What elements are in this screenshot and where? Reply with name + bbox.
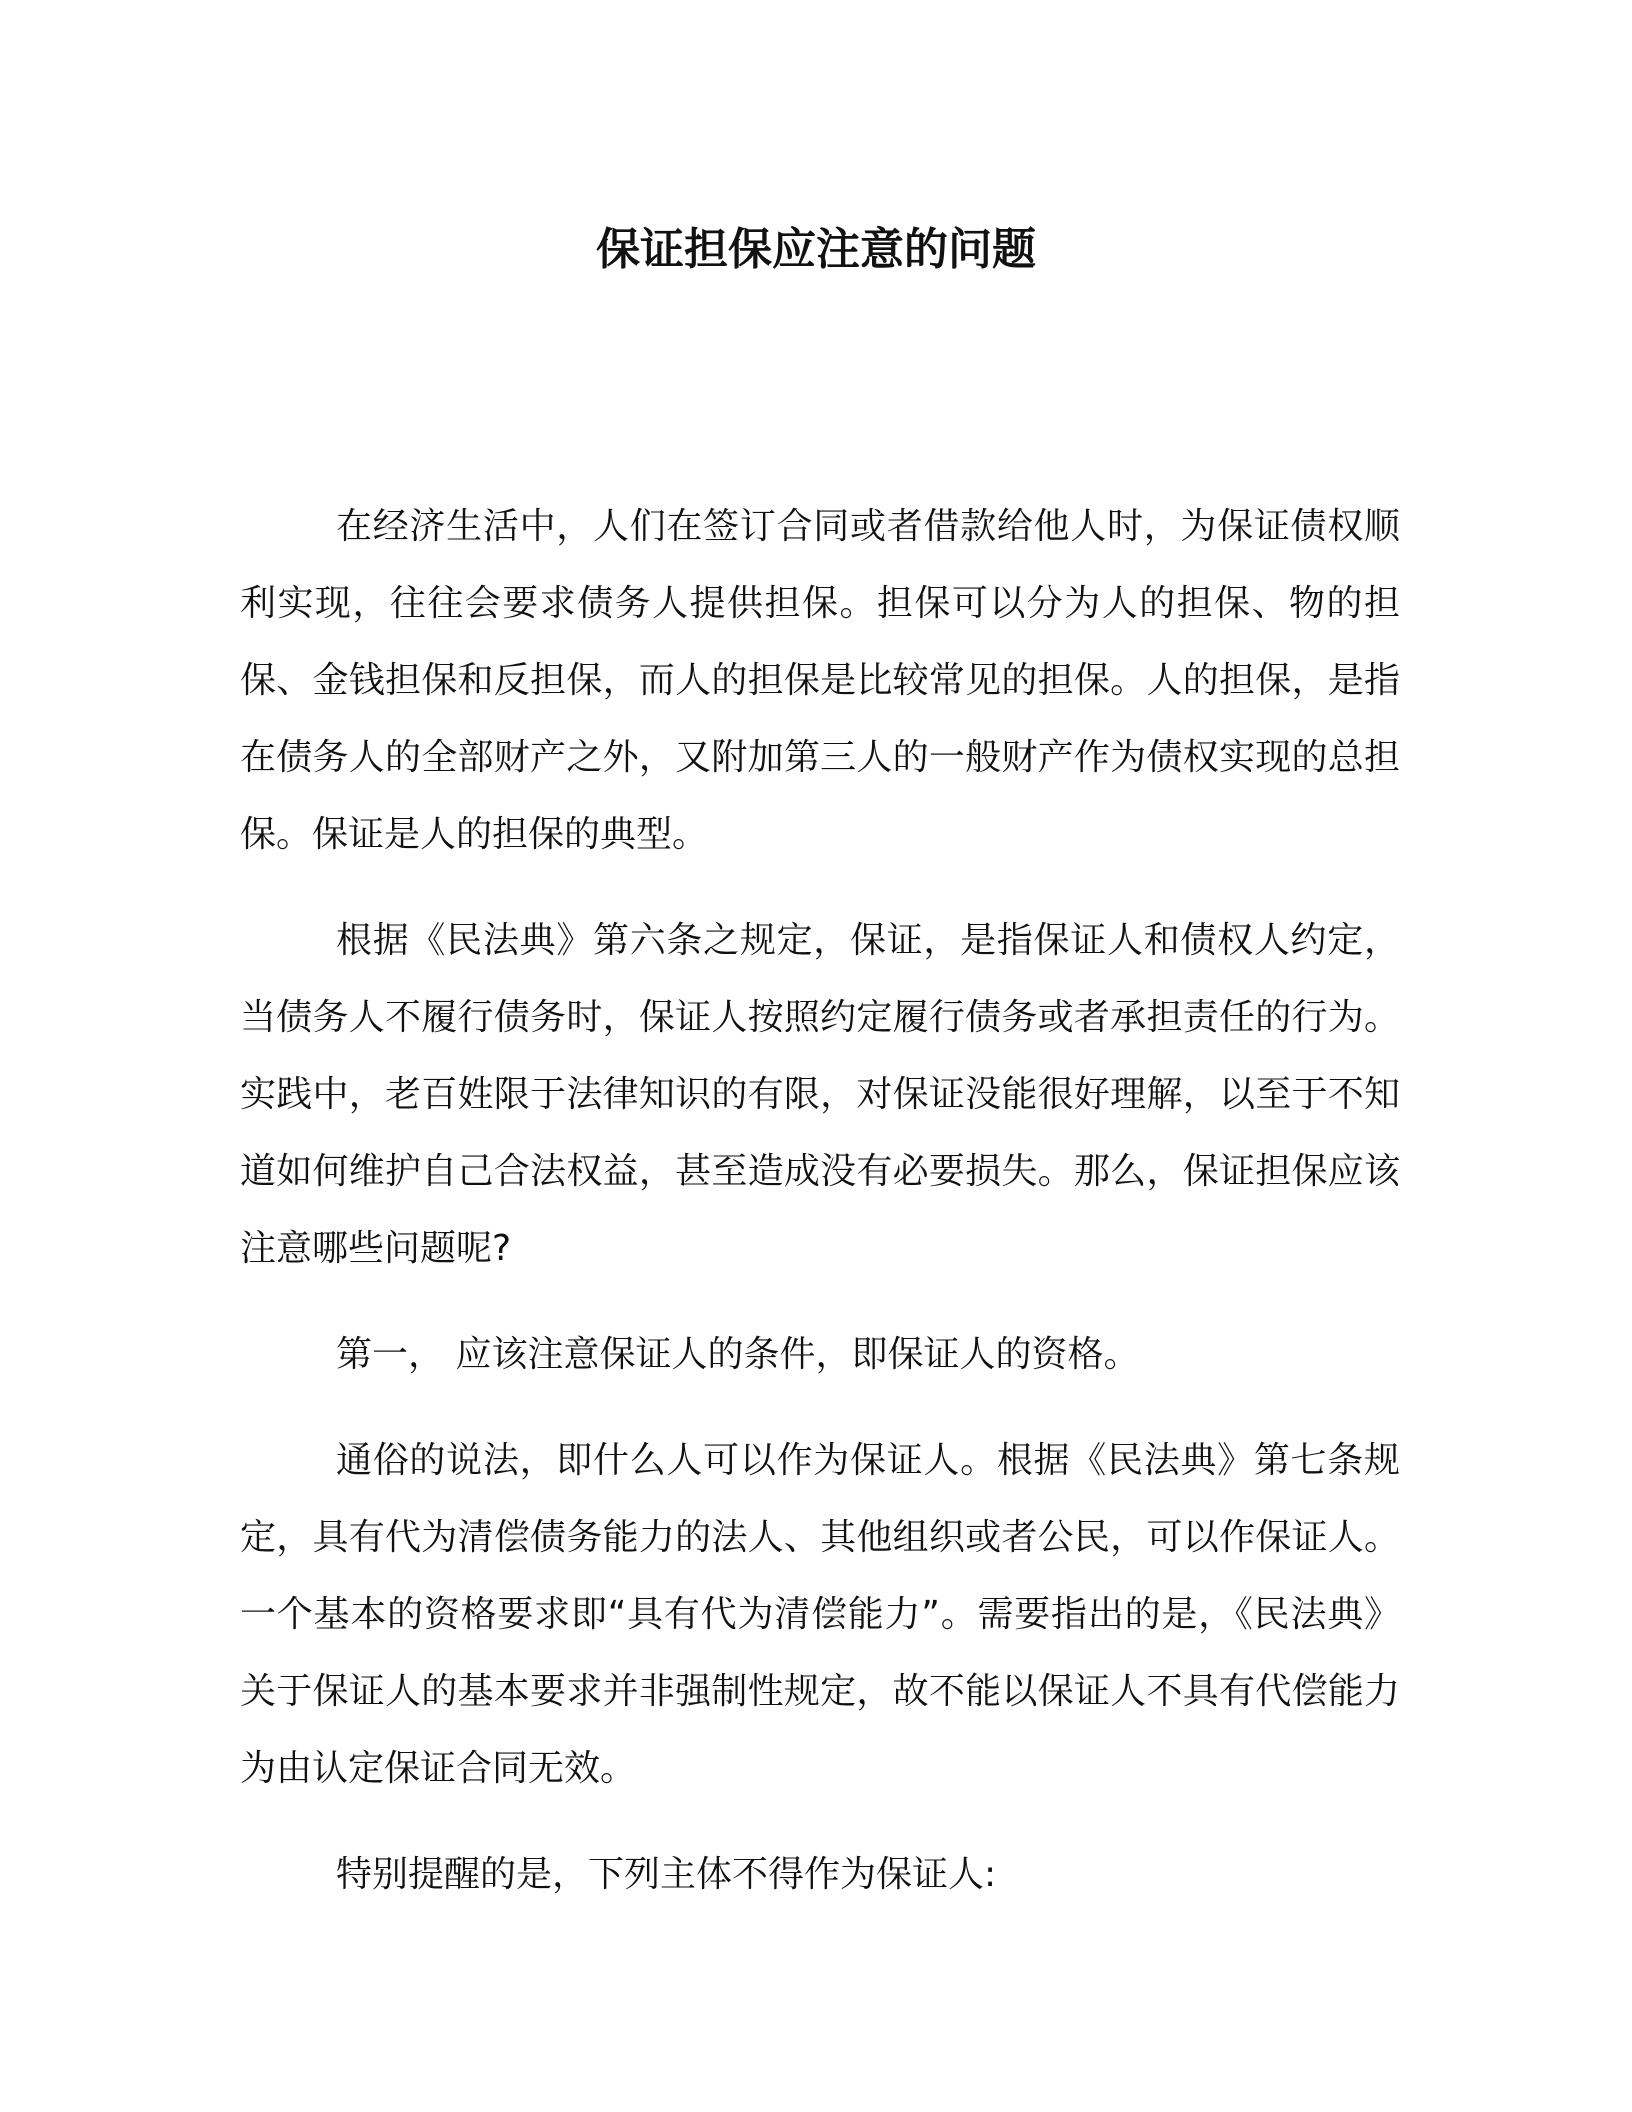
paragraph-reminder: 特别提醒的是，下列主体不得作为保证人: [336,1854,997,1895]
document-title: 保证担保应注意的问题 [596,224,1036,275]
document-body [240,488,1400,1942]
paragraph-definition: 根据《民法典》第六条之规定，保证，是指保证人和债权人约定，当债务人不履行债务时，保证人按照约定履行债务或者承担责任的行为。实践中，老百姓限于法律知识的有限，对保证没能很好理解，以至于不知道如何维护自己合法权益，甚至造成没有必要损失。那么，保证担保应该注意哪些问题呢? [240,920,1400,1269]
paragraph-intro: 在经济生活中，人们在签订合同或者借款给他人时，为保证债权顺利实现，往往会要求债务人提供担保。担保可以分为人的担保、物的担保、金钱担保和反担保，而人的担保是比较常见的担保。人的担保，是指在债务人的全部财产之外，又附加第三人的一般财产作为债权实现的总担保。保证是人的担保的典型。 [240,506,1400,855]
paragraph-first-point: 第一， 应该注意保证人的条件，即保证人的资格。 [336,1334,1140,1375]
paragraph-qualification: 通俗的说法，即什么人可以作为保证人。根据《民法典》第七条规定，具有代为清偿债务能力的法人、其他组织或者公民，可以作保证人。一个基本的资格要求即“具有代为清偿能力”。需要指出的是，《民法典》关于保证人的基本要求并非强制性规定，故不能以保证人不具有代偿能力为由认定保证合同无效。 [240,1440,1400,1789]
